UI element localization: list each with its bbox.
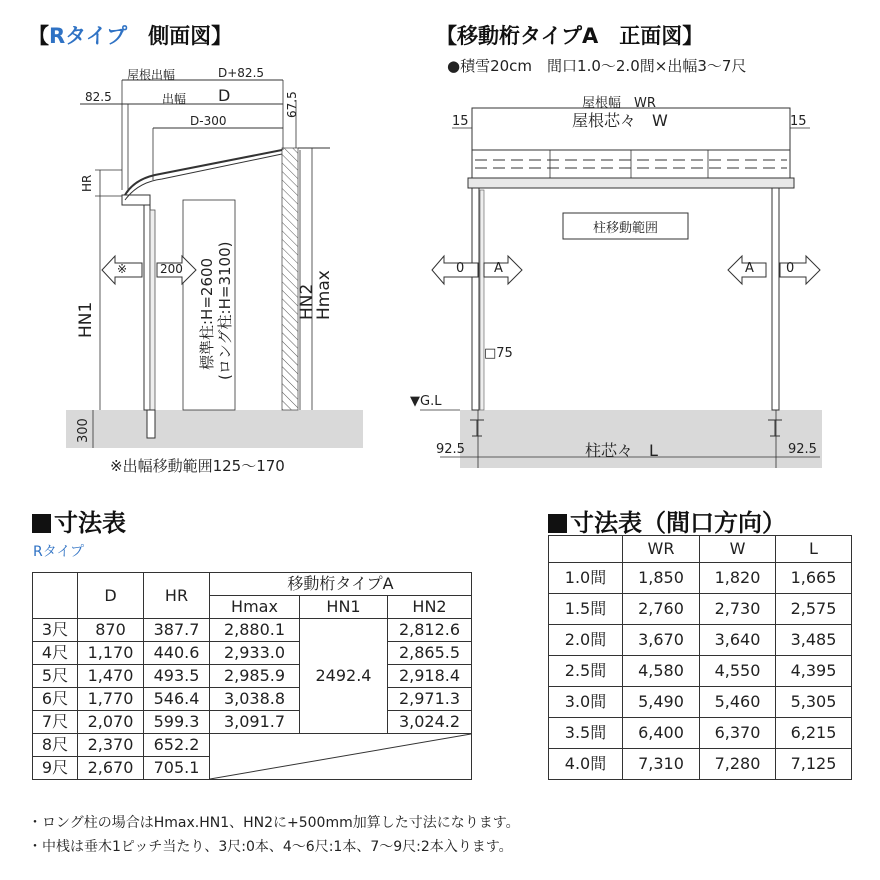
cell-hn2: 2,971.3 (388, 688, 472, 711)
cell-size: 9尺 (33, 757, 78, 780)
note-1: ・ロング柱の場合はHmax.HN1、HN2に+500mm加算した寸法になります。 (28, 815, 520, 831)
cell-hmax: 3,038.8 (210, 688, 300, 711)
cell-d: 1,770 (78, 688, 144, 711)
cell-hn1: 2492.4 (300, 619, 388, 734)
right-arrow-a-icon (484, 256, 522, 284)
table-r-title-text: 寸法表 (54, 509, 126, 537)
post-right (772, 188, 779, 410)
cell-empty-diagonal (210, 734, 472, 780)
label-arrow-200: 200 (160, 262, 183, 276)
label-arrow-note: ※ (117, 262, 128, 276)
table-r-title (32, 503, 126, 538)
label-67-5: 67.5 (285, 91, 299, 118)
label-gl: ▼G.L (410, 394, 442, 409)
cell-size: 3.5間 (549, 718, 623, 749)
table-w-title (548, 503, 786, 538)
cell-d: 2,670 (78, 757, 144, 780)
label-right-15: 15 (790, 114, 807, 129)
front-view-diagram (400, 0, 880, 480)
table-r-corner (33, 573, 78, 619)
cell-wr: 3,670 (623, 625, 700, 656)
label-depth: 出幅 (162, 92, 187, 106)
label-d: D (218, 86, 231, 105)
cell-l: 4,395 (776, 656, 852, 687)
label-left-overhang: 82.5 (85, 90, 112, 104)
table-row (549, 656, 852, 687)
header-hn1: HN1 (300, 596, 388, 619)
table-row (33, 734, 472, 757)
label-hmax: Hmax (314, 270, 334, 320)
post-left (472, 188, 479, 410)
cell-l: 5,305 (776, 687, 852, 718)
cell-size: 7尺 (33, 711, 78, 734)
cell-hn2: 2,865.5 (388, 642, 472, 665)
cell-d: 1,170 (78, 642, 144, 665)
cell-w: 4,550 (700, 656, 776, 687)
cell-hn2: 3,024.2 (388, 711, 472, 734)
label-d-minus: D-300 (190, 114, 227, 128)
table-row (33, 619, 472, 642)
cell-hmax: 2,985.9 (210, 665, 300, 688)
wall (282, 148, 298, 410)
label-zero-left: 0 (456, 261, 465, 276)
cell-d: 2,370 (78, 734, 144, 757)
cell-wr: 5,490 (623, 687, 700, 718)
label-left-15: 15 (452, 114, 469, 129)
title-bracket-open: 【 (28, 24, 49, 48)
front-view-title: 【移動桁タイプA 正面図】 (436, 24, 704, 48)
header-hn2: HN2 (388, 596, 472, 619)
cell-size: 5尺 (33, 665, 78, 688)
left-arrow-zero-icon (432, 256, 478, 284)
table-row (33, 711, 472, 734)
cell-hr: 546.4 (144, 688, 210, 711)
header-l: L (776, 536, 852, 563)
label-post-size: □75 (484, 346, 513, 361)
note-2: ・中桟は垂木1ピッチ当たり、3尺:0本、4～6尺:1本、7～9尺:2本入ります。 (28, 839, 513, 855)
cell-l: 7,125 (776, 749, 852, 780)
label-zero-right: 0 (786, 261, 795, 276)
label-post-long: (ロング柱:H=3100) (216, 241, 234, 380)
cell-w: 3,640 (700, 625, 776, 656)
table-row (33, 642, 472, 665)
label-post-range: 柱移動範囲 (592, 221, 658, 236)
table-r-header-row (33, 573, 472, 596)
table-r (32, 572, 472, 780)
cell-hmax: 2,933.0 (210, 642, 300, 665)
cell-wr: 2,760 (623, 594, 700, 625)
cell-wr: 4,580 (623, 656, 700, 687)
table-w (548, 535, 852, 780)
label-d-plus: D+82.5 (218, 66, 265, 80)
post (144, 205, 150, 410)
table-row (33, 665, 472, 688)
side-view-footnote: ※出幅移動範囲125～170 (110, 457, 285, 475)
square-bullet-icon (548, 514, 567, 533)
label-roof-depth: 屋根出幅 (127, 68, 176, 82)
label-roof-core: 屋根芯々 W (572, 111, 668, 130)
cell-w: 6,370 (700, 718, 776, 749)
table-row (549, 749, 852, 780)
label-right-92: 92.5 (788, 442, 817, 457)
label-a-right: A (745, 261, 754, 276)
label-hr: HR (80, 174, 94, 192)
cell-size: 3.0間 (549, 687, 623, 718)
cell-hmax: 2,880.1 (210, 619, 300, 642)
table-row (549, 594, 852, 625)
label-post-standard: 標準柱:H=2600 (198, 257, 216, 370)
label-hn2: HN2 (297, 283, 317, 320)
ground (66, 410, 363, 448)
diagonal-line (210, 734, 471, 779)
table-row (33, 688, 472, 711)
table-row (549, 687, 852, 718)
cell-hn2: 2,918.4 (388, 665, 472, 688)
table-row (549, 718, 852, 749)
cell-w: 2,730 (700, 594, 776, 625)
table-w-corner (549, 536, 623, 563)
cell-hn2: 2,812.6 (388, 619, 472, 642)
cell-wr: 6,400 (623, 718, 700, 749)
title-type: Rタイプ (49, 24, 128, 48)
label-a-left: A (494, 261, 503, 276)
header-group: 移動桁タイプA (210, 573, 472, 596)
header-wr: WR (623, 536, 700, 563)
cell-size: 6尺 (33, 688, 78, 711)
cell-d: 2,070 (78, 711, 144, 734)
cell-l: 1,665 (776, 563, 852, 594)
cell-d: 870 (78, 619, 144, 642)
cell-size: 1.0間 (549, 563, 623, 594)
roof-line (125, 150, 282, 195)
table-row (549, 625, 852, 656)
cell-d: 1,470 (78, 665, 144, 688)
square-bullet-icon (32, 514, 51, 533)
cell-size: 1.5間 (549, 594, 623, 625)
front-view-subtitle: ●積雪20cm 間口1.0～2.0間×出幅3～7尺 (447, 57, 747, 75)
table-w-title-text: 寸法表（間口方向） (570, 509, 786, 537)
header-hr: HR (144, 573, 210, 619)
cell-w: 7,280 (700, 749, 776, 780)
label-left-92: 92.5 (436, 442, 465, 457)
cell-hr: 387.7 (144, 619, 210, 642)
cell-hr: 705.1 (144, 757, 210, 780)
cell-hr: 652.2 (144, 734, 210, 757)
header-d: D (78, 573, 144, 619)
table-row (549, 563, 852, 594)
title-suffix: 側面図】 (148, 24, 233, 48)
header-hmax: Hmax (210, 596, 300, 619)
cell-l: 2,575 (776, 594, 852, 625)
cell-l: 3,485 (776, 625, 852, 656)
table-r-subtitle: Rタイプ (33, 544, 85, 560)
cell-hr: 599.3 (144, 711, 210, 734)
cell-size: 3尺 (33, 619, 78, 642)
cell-size: 2.5間 (549, 656, 623, 687)
cell-w: 1,820 (700, 563, 776, 594)
header-w: W (700, 536, 776, 563)
cell-l: 6,215 (776, 718, 852, 749)
cell-size: 4尺 (33, 642, 78, 665)
cell-wr: 7,310 (623, 749, 700, 780)
label-300: 300 (76, 418, 91, 443)
cell-hr: 440.6 (144, 642, 210, 665)
table-w-header-row (549, 536, 852, 563)
cell-size: 4.0間 (549, 749, 623, 780)
label-post-core: 柱芯々 L (585, 441, 658, 460)
cell-w: 5,460 (700, 687, 776, 718)
cell-size: 8尺 (33, 734, 78, 757)
cell-wr: 1,850 (623, 563, 700, 594)
cell-size: 2.0間 (549, 625, 623, 656)
cell-hmax: 3,091.7 (210, 711, 300, 734)
label-hn1: HN1 (76, 301, 96, 338)
label-roof-width: 屋根幅 WR (582, 96, 656, 111)
cell-hr: 493.5 (144, 665, 210, 688)
